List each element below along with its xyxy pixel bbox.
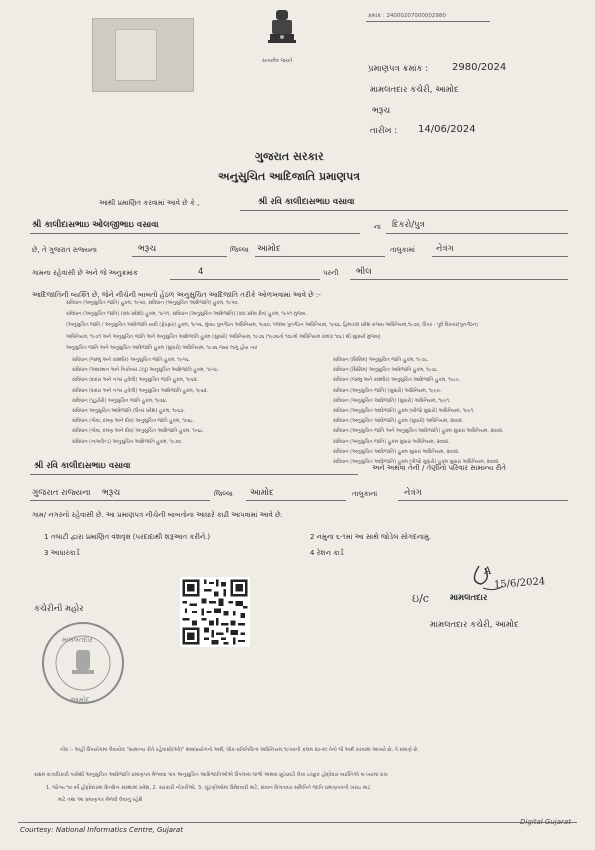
document-item: 2 નમુના ૬-૧માં આ સાથે જોડેલ સોગંદનામુ. [310, 533, 432, 541]
serial-underline-2 [170, 279, 320, 280]
taluka-value: નેત્રંગ [436, 244, 454, 254]
resident-district-value: આમોદ [250, 488, 274, 498]
order-item: સંવિધાન (અનુસુચિત આદિજાતિ) (સુધારો) અધિનિયમ, ૧૯૯૧. [333, 398, 451, 404]
resident-state-district: ભરૂચ [102, 488, 121, 498]
certify-label: આથી પ્રમાણિત કરવામાં આવે છે કે , [99, 199, 200, 207]
office-seal-icon [38, 618, 128, 708]
document-item: 3 આધારકાર્ડ [44, 549, 80, 557]
state-emblem-icon [262, 6, 302, 58]
signature-designation: મામલતદાર [450, 593, 488, 603]
signature-prefix: ઇ/c [412, 592, 429, 605]
order-item: સંવિધાન અનુસુચિત આદિજાતિ (ઉત્તર પ્રદેશ) હુકમ, ૧૯૬૭. [72, 409, 185, 415]
signature-date: 15/6/2024 [493, 576, 546, 591]
note-3: 1. જોગ્ય ૧૦ વર્ષે હોદ્દેદારમાં દિનદિન સંસ્થામાં પ્રવેશ, 2. સરકારી નોકરીઓ, 3. ચૂંટણીઓમાં ઉમેદવારી માટે, સંવાન વિગતવાર સમિતિને જાતિ પ્રમાણપત્રની ખરાઇ માટ [46, 785, 371, 791]
photo-placeholder [92, 18, 194, 92]
signature-initials: A [484, 566, 492, 577]
order-item: સંવિધાન (આંદામાન અને નિકોબાર ટાપુ) અનુસુચિત આદિજાતિ હુકમ, ૧૯૫૯. [72, 368, 220, 374]
orders-left-column [72, 356, 219, 448]
relation-value: દિકરો/પુત્ર [392, 220, 425, 230]
order-item: સંવિધાન (ગોવા, દમણ અને દીવ) અનુસુચિત જાતિ હુકમ, ૧૯૬૮. [72, 419, 195, 425]
state-district-underline [132, 256, 227, 257]
family-label: અને અથવા તેની / તેણીનો પરિવાર સામાન્ય રીતે [372, 464, 506, 472]
resident-district-label: જિલ્લા [214, 490, 233, 498]
tribe-value: ભીલ [356, 267, 372, 277]
order-item: સંવિધાન (દાદરા અને નગર હવેલી) અનુસુચિત જાતિ હુકમ, ૧૯૬૨. [72, 378, 199, 384]
order-item: સંવિધાન (અનુસુચિત જાતિ અને અનુસુચિત આદિજાતિ) હુકમ સુધારા અધિનિયમ, ૨૦૦૨. [333, 429, 504, 435]
father-underline [30, 233, 360, 234]
resident-name-underline [30, 474, 358, 475]
order-item: સંવિધાન (સિક્કિમ) અનુસુચિત આદિજાતિ હુકમ, ૧૯૭૮. [333, 368, 439, 374]
emblem-caption: સત્યમેવ જયતે [262, 58, 293, 64]
order-item: સંવિધાન (ગોવા, દમણ અને દીવ) અનુસુચિત આદિજાતિ હુકમ, ૧૯૬૮. [72, 429, 205, 435]
relation-underline [386, 233, 568, 234]
order-item: સંવિધાન (દાદરા અને નગર હવેલી) અનુસુચિત આદિજાતિ હુકમ, ૧૯૬૨. [72, 388, 208, 394]
issue-date: 14/06/2024 [418, 124, 476, 135]
serial-underline [366, 21, 490, 22]
note-4: માટે તથા આ પ્રમાણપત્ર મેળવી લેવાનું રહેશે [58, 797, 143, 803]
taluka-underline [432, 256, 568, 257]
photo-frame [115, 29, 157, 81]
district-value: આમોદ [257, 244, 281, 254]
seal-label: કચેરીની મહોર [34, 604, 84, 614]
resident-taluka-underline [398, 500, 568, 501]
date-label: તારીખ : [370, 126, 398, 136]
relation-label: ના [374, 223, 381, 231]
order-item: સંવિધાન (અનુસુચિત આદિજાતિ) હુકમ (ત્રીજો સુધારો) હુકમ સુધારા અધિનિયમ, ૨૦૦૨. [333, 460, 500, 466]
resident-label: ગામના રહેવાસી છે અને જે અનુક્રમાંક [32, 269, 138, 277]
district-underline [255, 256, 385, 257]
signature-office: મામલતદાર કચેરી, આમોદ [430, 620, 519, 630]
order-item: સંવિધાન (અનુસુચિત જાતિ) (સુધારો) અધિનિયમ, ૧૯૯૦. [333, 388, 442, 394]
note-1: નોંધ :- અહીં ઉપયોગમાં લેવાયેલ "સામાન્ય રીતે રહેવાસી(ઓ)" શબ્દપ્રયોગનો અર્થ, લોક-પ્રતિનિધિત્વ અધિનિયમ,૧૯૫૦ની કલમ ૨૦-માં તેનો જે અર્થ કરવામાં આવ્યો છે, તે પ્રમાણે છે. [60, 747, 419, 753]
father-name: શ્રી કાલીદાસભાઇ ઓલજીભાઇ વસાવા [32, 220, 159, 230]
recognized-line: આદિજાતિની વ્યક્તિ છે, જેને નીચેની બાબતો હેઠળ અનુસુચિત આદિજાતિ તરીકે ઓળખવામાં આવે છે :- [32, 291, 321, 299]
cert-number: 2980/2024 [452, 62, 507, 73]
document-item: 4 રેશન કાર્ડ [310, 549, 344, 557]
tribe-underline [350, 279, 568, 280]
order-item: સંવિધાન (અનુસુચિત આદિજાતિ) હુકમ (સુધારો) અધિનિયમ, ૨૦૦૨. [333, 419, 464, 425]
order-line: (અનુસુચિત જાતિ / અનુસુચિત આદિજાતિ યાદી (ફેરફાર) હુકમ, ૧૯૫૬, મુંબઇ પુનર્ગઠન અધિનિયમ, ૧૯૬૦, પંજાબ પુનર્ગઠન અધિનિયમ, ૧૯૬૬, હિમાચલ પ્રદેશ રાજ્ય અધિનિયમ,૧૯૭૦, ઉત્તર - પૂર્વ વિસ્તાર(પુનર્ગઠન) [66, 323, 479, 329]
order-item: સંવિધાન (અનુસુચિત જાતિ) હુકમ સુધારા અધિનિયમ, ૨૦૦૨. [333, 439, 450, 445]
order-item: સંવિધાન (નાગાલેન્ડ) અનુસુચિત આદિજાતિ હુકમ, ૧૯૭૦. [72, 439, 183, 445]
seal-top-text: મામલતદાર [62, 636, 93, 644]
certificate-title: અનુસુચિત આદિજાતિ પ્રમાણપત્ર [218, 170, 361, 183]
state-label: છે, તે ગુજરાત રાજ્યના [32, 246, 97, 254]
applicant-name: શ્રી રવિ કાલીદાસભાઇ વસાવા [258, 197, 355, 207]
orders-right-column [333, 356, 503, 468]
order-line: સંવિધાન (અનુસુચિત જાતિ) (સંઘ પ્રદેશો) હુકમ, ૧૯૫૧, સંવિધાન (અનુસુચિત આદિજાતિ) (સંઘ પ્રદેશ ક્ષેત્ર) હુકમ, ૧૯૫૧ મુજબ. [66, 312, 307, 318]
qr-code-icon [180, 577, 250, 647]
document-item: 1 તલાટી દ્વારા પ્રમાણિત વંશવૃક્ષ (પરદાદાથી શરૂઆત કરીને.) [44, 533, 211, 541]
order-lines [66, 298, 478, 354]
footer-courtesy: Courtesy: National Informatics Centre, Gujarat [20, 826, 183, 834]
serial-number: ક્રમાંક : 24000207000002980 [368, 13, 446, 19]
resident-taluka-value: નેત્રંગ [404, 488, 422, 498]
resident-district-underline [246, 500, 346, 501]
order-item: સંવિધાન (અનુસુચિત આદિજાતિ) હુકમ (બીજો સુધારો) અધિનિયમ, ૧૯૯૧. [333, 409, 475, 415]
district-label: જિલ્લા [230, 246, 249, 254]
footer-divider [18, 822, 577, 823]
resident-taluka-label: તાલુકાના [352, 490, 378, 498]
order-item: સંવિધાન (પુડુચેરી) અનુસુચિત જાતિ હુકમ, ૧૯૬૪. [72, 398, 168, 404]
order-item: સંવિધાન (જમ્મુ અને કાશ્મીર) અનુસુચિત આદિજાતિ હુકમ, ૧૯૮૯. [333, 378, 461, 384]
order-item: સંવિધાન (જમ્મુ અને કાશ્મીર) અનુસુચિત જાતિ હુકમ, ૧૯૫૬. [72, 358, 190, 363]
order-line: અનુસુચિત જાતિ અને અનુસુચિત આદિજાતિ હુકમ (સુધારો) અધિનિયમ, ૧૯૭૬ જ્યાં લાગુ હોય ત્યાં [66, 345, 258, 351]
district-line: ભરૂચ [372, 106, 391, 116]
footer-brand: Digital Gujarat [520, 818, 571, 826]
resident-state: ગુજરાત રાજ્યના [32, 488, 91, 498]
order-item: સંવિધાન (અનુસુચિત આદિજાતિ) હુકમ સુધારા અધિનિયમ, ૨૦૦૨. [333, 449, 460, 455]
village-line: ગામ/ નગરનો રહેવાસી છે. આ પ્રમાણપત્ર નીચેની બાબતોના આધારે કાઢી આપવામાં આવે છે. [32, 511, 283, 519]
order-line: અધિનિયમ, ૧૯૭૧ અને અનુસુચિત જાતિ અને અનુસુચિત આદિજાતિ હુકમ (સુધારો) અધિનિયમ, ૧૯૭૬ (૧૯૭૬નો ૧૦૮મો અધિનિયમ ક્રમાંક ૧૦૮) થી સુધાર્યા મુજબ) [66, 334, 381, 340]
state-district: ભરૂચ [138, 244, 157, 254]
order-item: સંવિધાન (સિક્કિમ) અનુસુચિત જાતિ હુકમ, ૧૯૭૮. [333, 358, 429, 363]
tribe-label: પરની [323, 269, 339, 277]
government-title: ગુજરાત સરકાર [255, 150, 324, 163]
order-line: સંવિધાન (અનુસુચિત જાતિ) હુકમ, ૧૯૫૦, સંવિધાન (અનુસુચિત આદિજાતિ) હુકમ, ૧૯૫૦. [66, 301, 239, 306]
seal-bottom-text: આમોદ [70, 696, 90, 704]
resident-name: શ્રી રવિ કાલીદાસભાઇ વસાવા [34, 461, 131, 471]
taluka-label: તાલુકામાં [390, 246, 415, 254]
serial-value: 4 [198, 267, 204, 277]
cert-number-label: પ્રમાણપત્ર ક્રમાંક : [368, 64, 429, 74]
note-2: સક્ષમ સત્તાધિકારી પાસેથી અનુસુચિત આદિજાતિ પ્રમાણપત્ર મેળવવા પાત્ર અનુસુચિત આદિજાતિઓએ ઉપલબ્ધ લાભો અથવા છૂટછાટો લેવા ઇચ્છુક હોદ્દેદાર વ્યક્તિએ બ ધ્યામાં રાખ [34, 772, 388, 778]
applicant-underline [240, 210, 568, 211]
resident-state-underline [30, 500, 210, 501]
office-line: મામલતદાર કચેરી, આમોદ [370, 85, 459, 95]
